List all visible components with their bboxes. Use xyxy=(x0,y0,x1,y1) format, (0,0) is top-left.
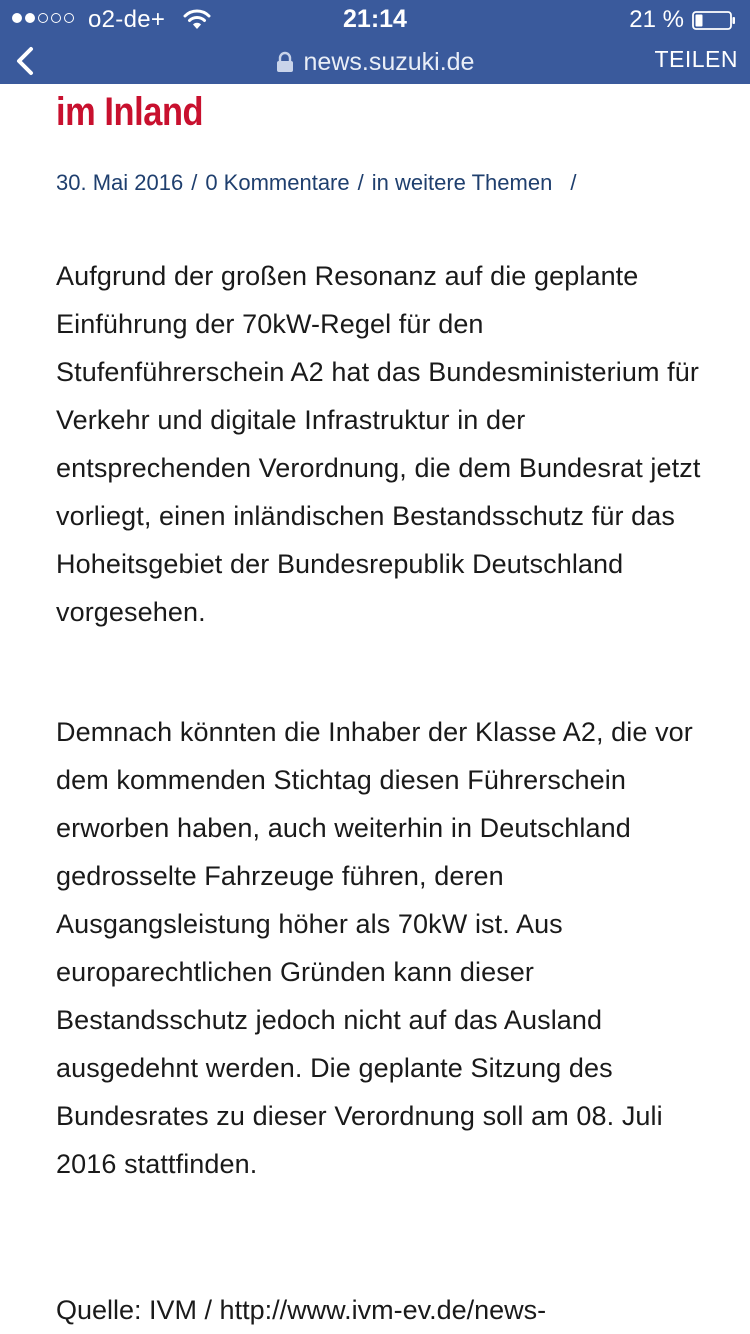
comments-link[interactable]: 0 Kommentare xyxy=(205,170,350,195)
article xyxy=(56,84,706,1325)
meta-separator: / xyxy=(191,170,198,195)
chevron-left-icon xyxy=(14,46,36,76)
article-source: Quelle: IVM / http://www.ivm-ev.de/news- xyxy=(56,1295,547,1325)
meta-separator: / xyxy=(357,170,364,195)
browser-nav-bar xyxy=(0,40,750,84)
url-text: news.suzuki.de xyxy=(303,47,475,76)
back-button[interactable] xyxy=(8,42,42,80)
share-button[interactable]: TEILEN xyxy=(654,46,738,72)
browser-top-bar xyxy=(0,0,750,84)
carrier-name: o2-de+ xyxy=(88,6,166,33)
address-bar[interactable] xyxy=(0,40,750,84)
meta-separator: / xyxy=(570,170,577,195)
status-time: 21:14 xyxy=(343,5,407,33)
battery-icon xyxy=(692,11,736,30)
article-headline: im Inland xyxy=(56,90,204,134)
article-paragraph: Demnach könnten die Inhaber der Klasse A2, die vor dem kommenden Stichtag diesen Führerschein erworben haben, auch weiterhin in Deutschland gedrosselte Fahrzeuge führen, deren Ausgangsleistung höher als 70kW ist. Aus europarechtlichen Gründen kann dieser Bestandsschutz jedoch nicht auf das Ausland ausgedehnt werden. Die geplante Sitzung des Bundesrates zu dieser Verordnung soll am 08. Juli 2016 stattfinden. xyxy=(56,717,693,1179)
article-date: 30. Mai 2016 xyxy=(56,170,184,195)
article-paragraph: Aufgrund der großen Resonanz auf die geplante Einführung der 70kW-Regel für den Stufenführerschein A2 hat das Bundesministerium für Verkehr und digitale Infrastruktur in der entsprechenden Verordnung, die dem Bundesrat jetzt vorliegt, einen inländischen Bestandsschutz für das Hoheitsgebiet der Bundesrepublik Deutschland vorgesehen. xyxy=(56,261,701,627)
status-bar xyxy=(0,0,750,40)
lock-icon xyxy=(276,51,294,73)
battery-percent: 21 % xyxy=(629,6,684,33)
article-meta xyxy=(56,170,584,196)
category-link[interactable]: in weitere Themen xyxy=(371,170,553,195)
